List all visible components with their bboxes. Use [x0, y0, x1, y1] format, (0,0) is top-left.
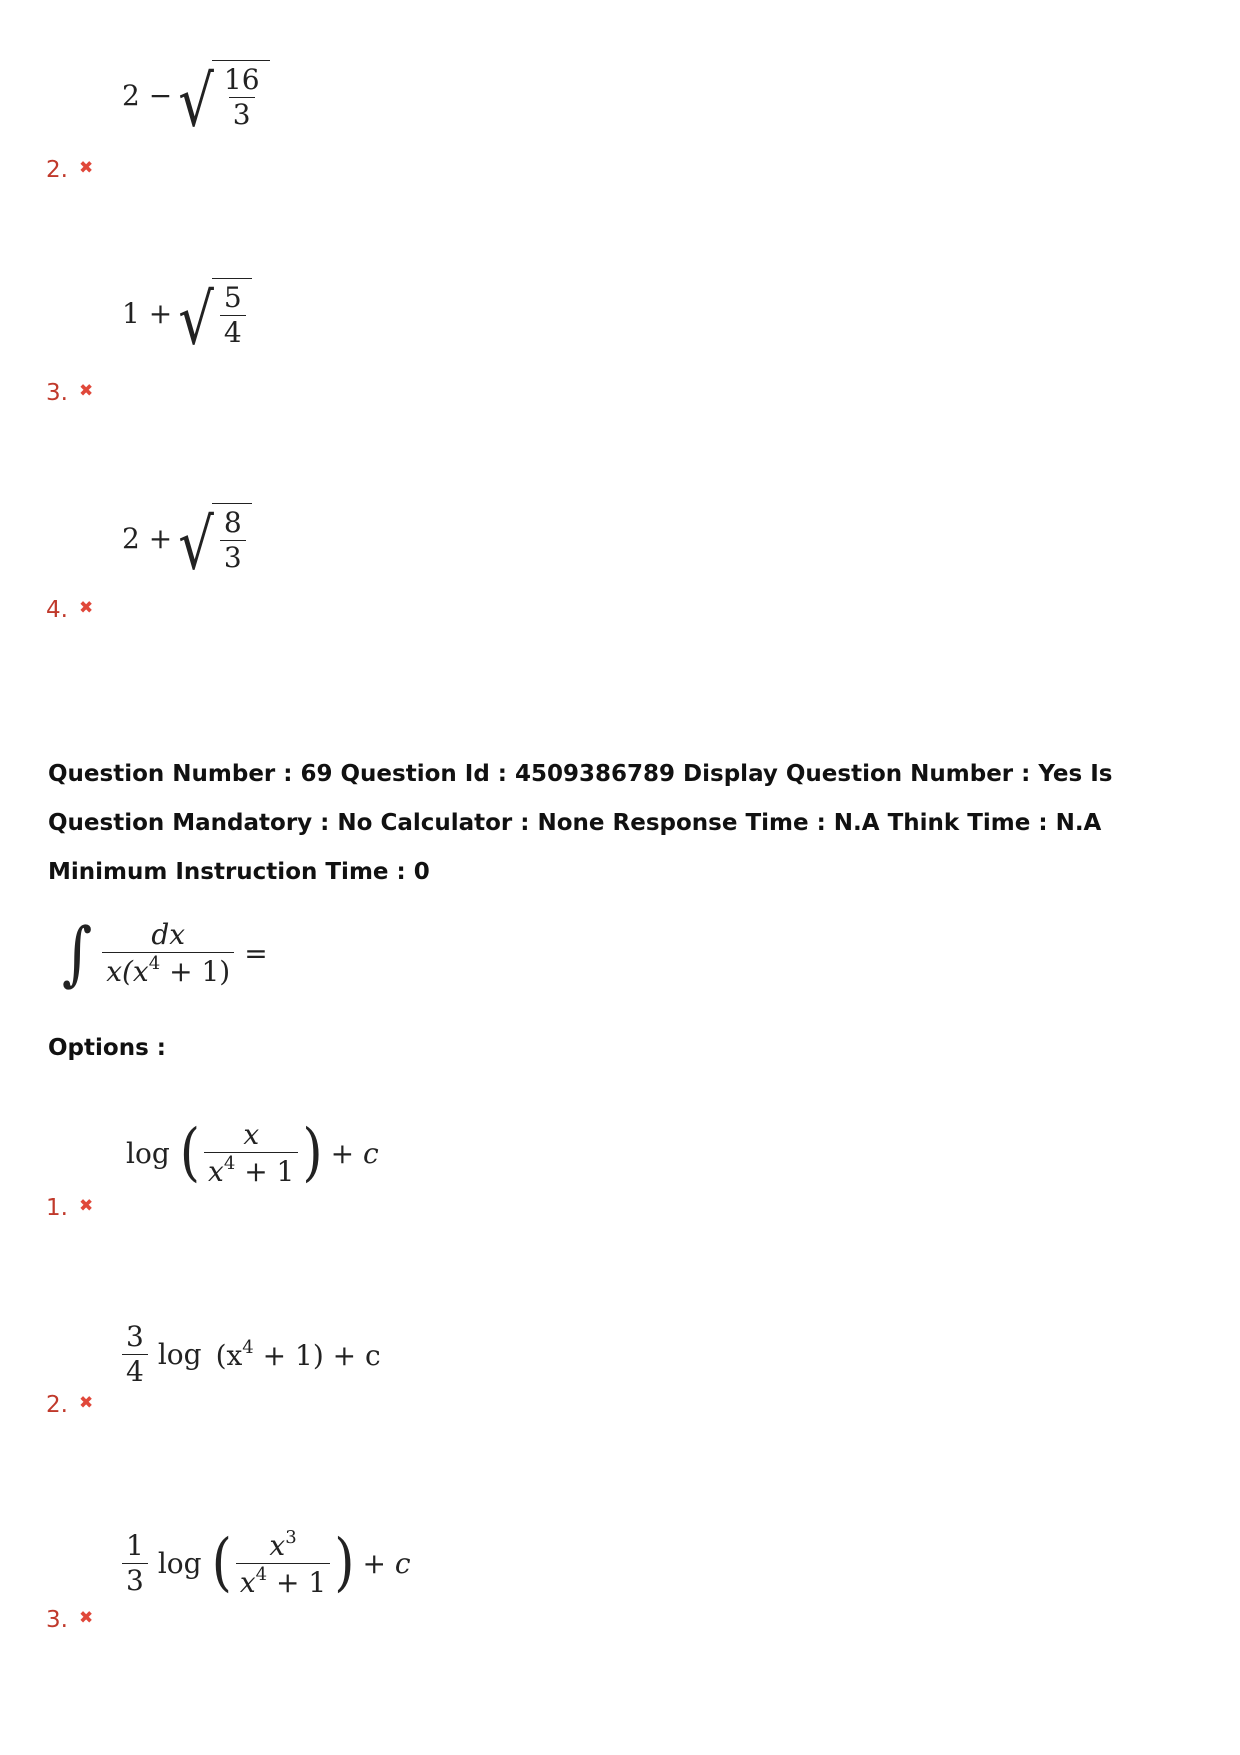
integrand — [102, 918, 234, 988]
option-2-number: 2. — [46, 1392, 68, 1418]
option-1-fraction: $\frac{x}{x^4 + 1}$ — [204, 1118, 298, 1188]
prev-option-2-expression — [122, 60, 270, 144]
log-label: log — [157, 1337, 202, 1371]
option-3-fraction: $\frac{x^3}{x^4 + 1}$ — [236, 1527, 330, 1599]
cross-icon: ✖ — [79, 598, 94, 618]
option-2-argument: $(x^4 + 1) + c$ — [215, 1336, 381, 1372]
prev-option-3-lead: 1 + — [122, 297, 173, 331]
question-meta: Question Number : 69 Question Id : 4509386789 Display Question Number : Yes Is Question Mandatory : No Calculator : None Response Time : N.A Think Time : N.A Minimum Instruction Time : 0 — [48, 761, 1113, 885]
log-label: log — [126, 1136, 170, 1170]
cross-icon: ✖ — [79, 381, 94, 401]
prev-option-3-expression — [122, 278, 252, 362]
sqrt-numerator: 5 — [223, 281, 242, 314]
prev-option-2-number: 2. — [46, 157, 68, 183]
sqrt-numerator: 8 — [223, 506, 242, 539]
question-integral — [62, 912, 268, 994]
prev-option-3-number: 3. — [46, 380, 68, 406]
option-1-tail: + c — [330, 1136, 379, 1170]
sqrt-denominator: 4 — [220, 315, 246, 350]
option-3-coefficient: $\frac{1}{3}$ — [122, 1529, 148, 1597]
sqrt: √ $\frac{5}{4}$ — [178, 278, 252, 349]
integrand-denominator: $x(x^4 + 1)$ — [102, 952, 234, 989]
sqrt: √ $\frac{8}{3}$ — [178, 503, 252, 574]
prev-option-4-lead: 2 + — [122, 522, 173, 556]
option-1-expression: log ( $\frac{x}{x^4 + 1}$ ) + c — [126, 1117, 379, 1190]
cross-icon: ✖ — [79, 1196, 94, 1216]
prev-option-2-lead: 2 − — [122, 79, 173, 113]
prev-option-4-number: 4. — [46, 597, 68, 623]
option-3-expression: $\frac{1}{3}$ log ( $\frac{x^3}{x^4 + 1}$ ) + c — [118, 1527, 411, 1599]
sqrt-numerator: 16 — [223, 63, 260, 96]
option-2-expression — [118, 1320, 381, 1388]
option-3-number: 3. — [46, 1607, 68, 1633]
options-label: Options : — [48, 1035, 166, 1061]
log-label: log — [157, 1546, 202, 1580]
cross-icon: ✖ — [79, 1393, 94, 1413]
option-1-number: 1. — [46, 1195, 68, 1221]
integrand-numerator: dx — [151, 918, 186, 951]
cross-icon: ✖ — [79, 158, 94, 178]
option-3-tail: + c — [362, 1546, 411, 1580]
equals-sign: = — [244, 936, 268, 970]
prev-option-4-expression — [122, 503, 252, 587]
sqrt: √ $\frac{16}{3}$ — [178, 60, 269, 131]
sqrt-denominator: 3 — [229, 97, 255, 132]
integral-sign: ∫ — [62, 912, 93, 994]
option-2-coefficient: $\frac{3}{4}$ — [122, 1320, 148, 1388]
sqrt-denominator: 3 — [220, 540, 246, 575]
cross-icon: ✖ — [79, 1608, 94, 1628]
